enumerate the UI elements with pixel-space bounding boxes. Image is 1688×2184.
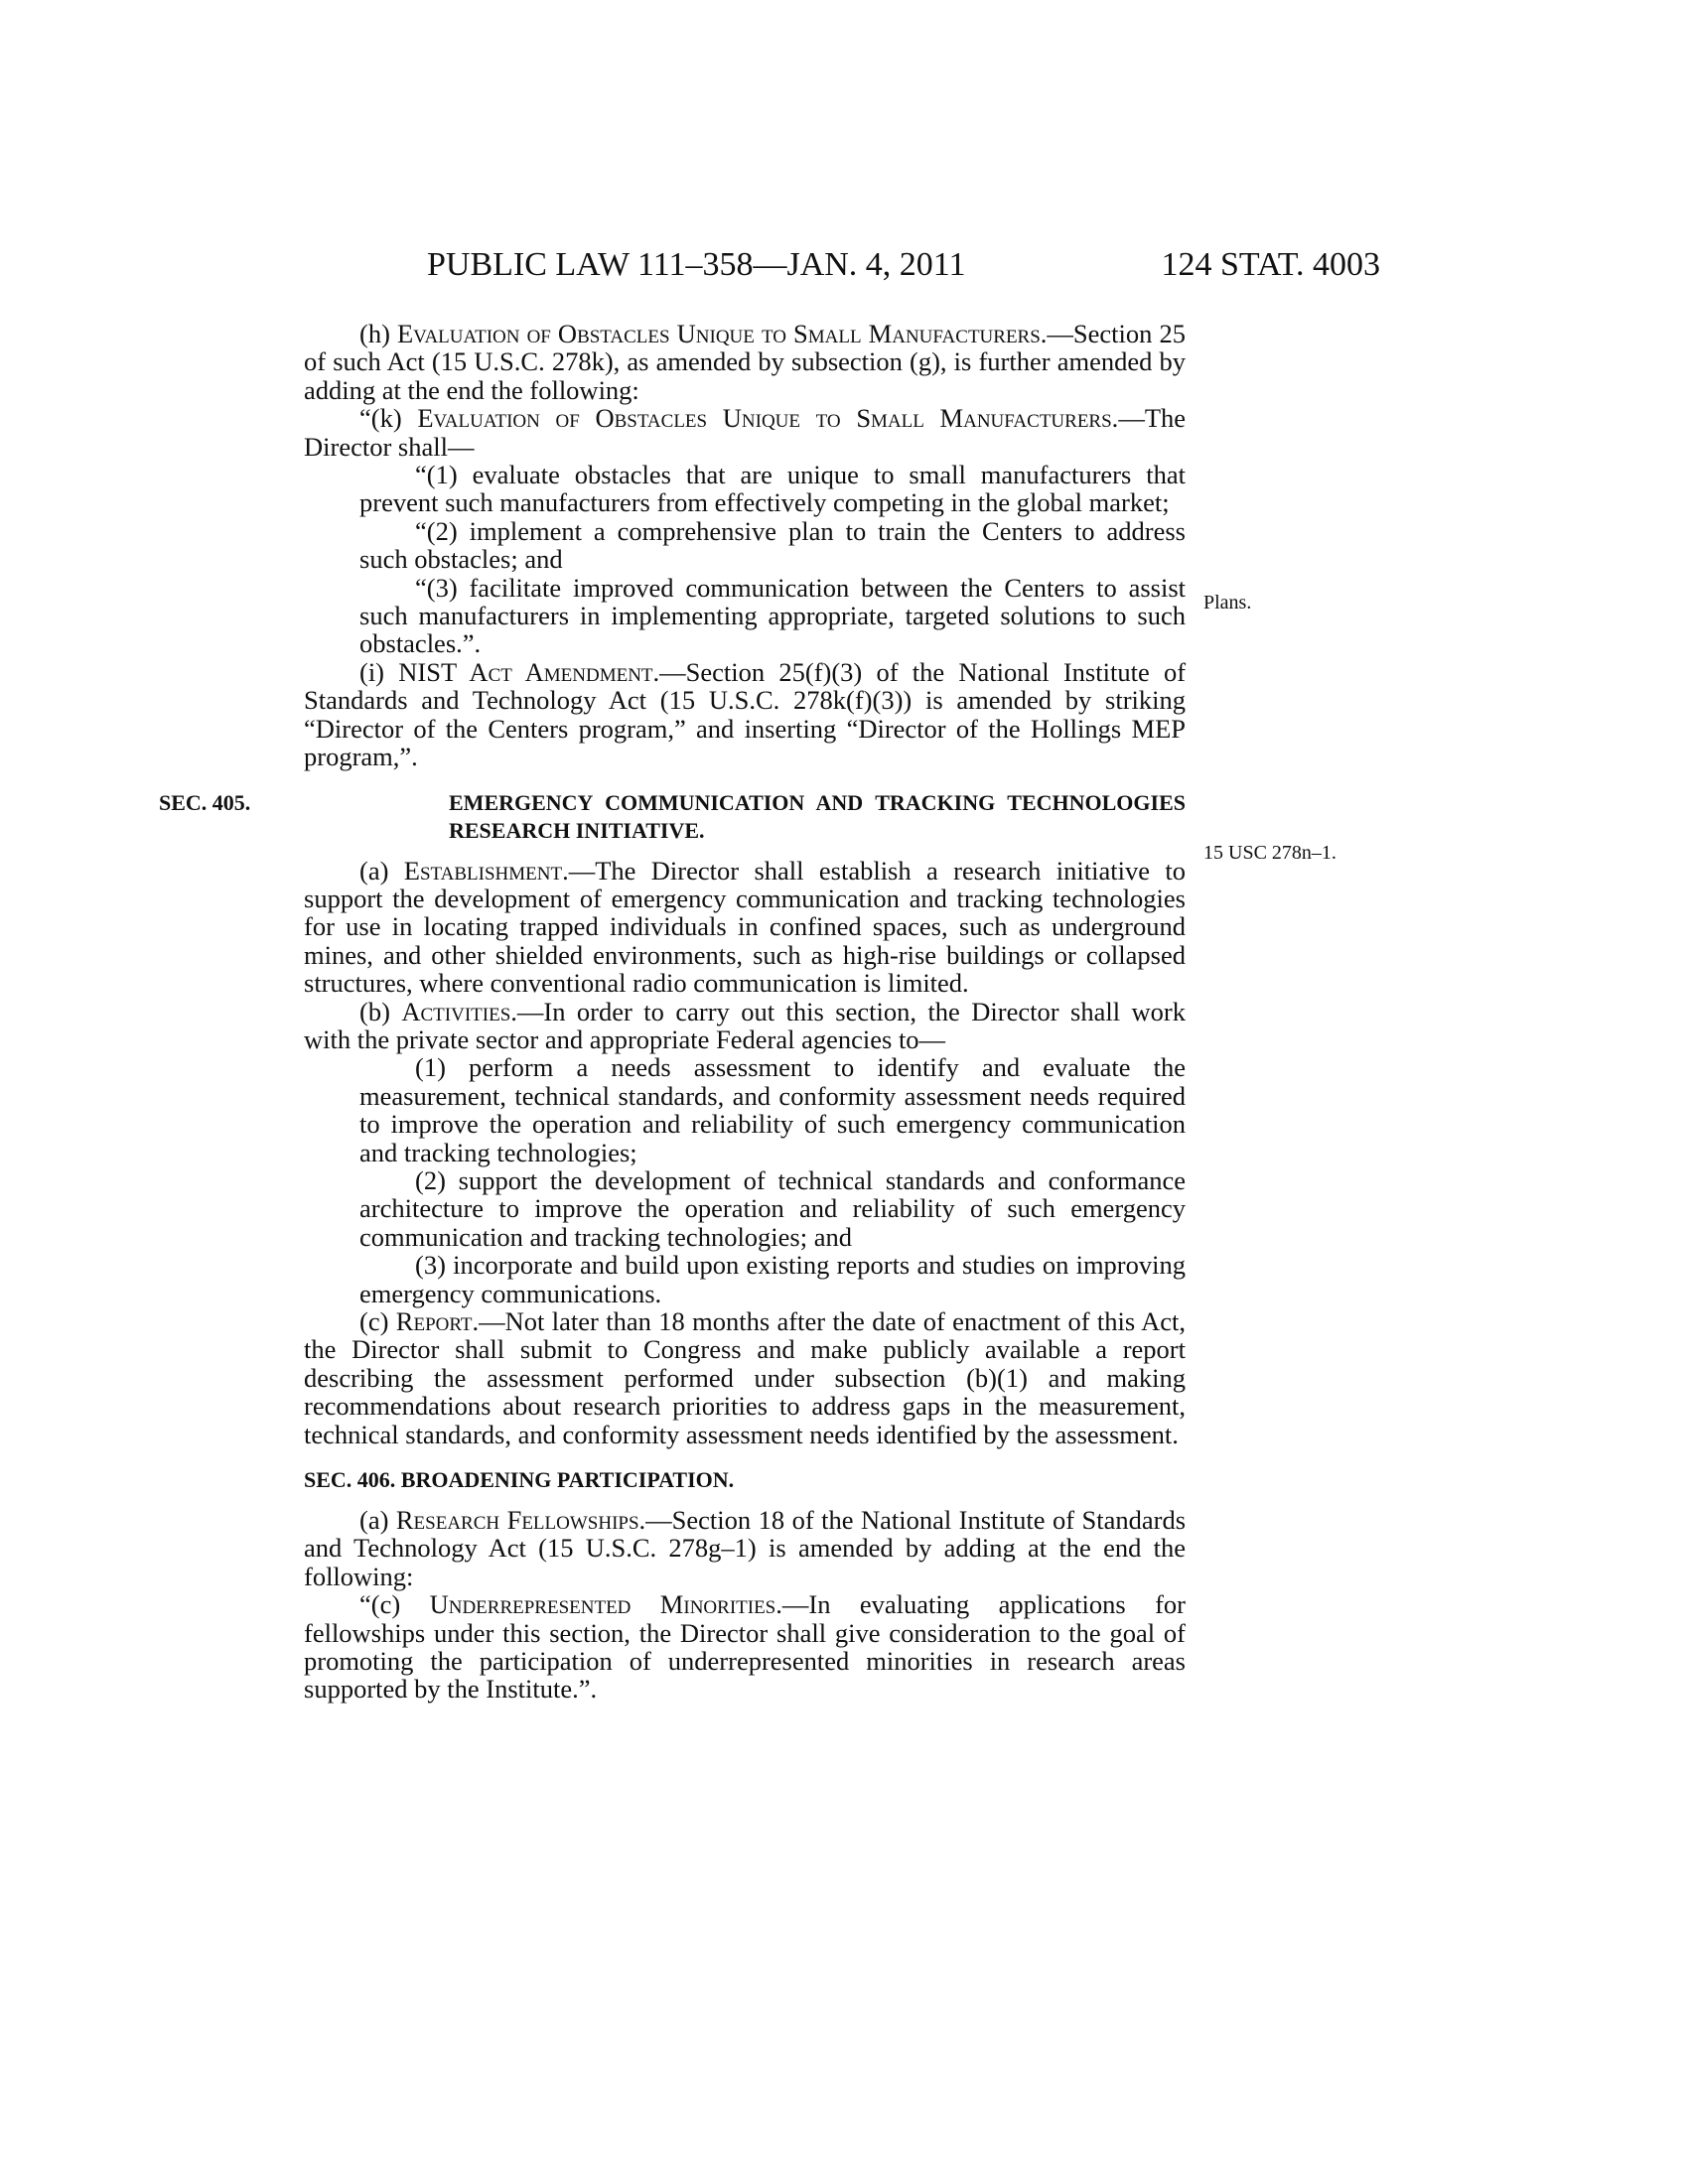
paragraph-heading: Establishment. [403, 855, 569, 886]
section-406-heading: SEC. 406. BROADENING PARTICIPATION. [304, 1467, 735, 1493]
paragraph-i: (i) NIST Act Amendment.—Section 25(f)(3) of the National Institute of Standards and Technology Act (15 U.S.C. 278k(f)(3)) is amended by striking “Director of the Centers program,” and inserting “Director of the Hollings MEP program,”. [304, 656, 1187, 772]
paragraph-heading: Evaluation of Obstacles Unique to Small Manufacturers. [417, 403, 1119, 434]
paragraph-k2: “(2) implement a comprehensive plan to train the Centers to address such obstacles; and [359, 515, 1186, 575]
paragraph-405-b1: (1) perform a needs assessment to identify and evaluate the measurement, technical standards, and conformity assessment needs required to improve the operation and reliability of such emergency communication and tracking technologies; [359, 1052, 1186, 1167]
paragraph-406-a: (a) Research Fellowships.—Section 18 of the National Institute of Standards and Technology Act (15 U.S.C. 278g–1) is amended by adding at the end the following: [304, 1505, 1187, 1591]
paragraph-405-b3: (3) incorporate and build upon existing reports and studies on improving emergency communications. [359, 1250, 1186, 1308]
public-law-citation: PUBLIC LAW 111–358—JAN. 4, 2011 [427, 246, 966, 283]
page-header [427, 246, 1380, 292]
paragraph-heading: NIST Act Amendment. [398, 656, 660, 687]
paragraph-405-a: (a) Establishment.—The Director shall establish a research initiative to support the development of emergency communication and tracking technologies for use in locating trapped individuals in confined spaces, such as underground mines, and other shielded environments, such as high-rise buildings or collapsed structures, where conventional radio communication is limited. [304, 855, 1186, 999]
margin-note-plans: Plans. [1203, 592, 1252, 614]
statute-page-number: 124 STAT. 4003 [1161, 246, 1380, 283]
paragraph-k1: “(1) evaluate obstacles that are unique to small manufacturers that prevent such manufacturers from effectively competing in the global market; [359, 460, 1186, 518]
paragraph-heading: Underrepresented Minorities. [429, 1589, 782, 1620]
document-body [159, 319, 1187, 1705]
paragraph-heading: Evaluation of Obstacles Unique to Small Manufacturers. [396, 319, 1048, 348]
paragraph-406-c: “(c) Underrepresented Minorities.—In evaluating applications for fellowships under this section, the Director shall give consideration to the goal of promoting the participation of underrepresented minorities in research areas supported by the Institute.”. [304, 1589, 1186, 1705]
paragraph-k: “(k) Evaluation of Obstacles Unique to Small Manufacturers.—The Director shall— [304, 403, 1187, 462]
paragraph-heading: Report. [395, 1306, 480, 1336]
paragraph-405-b: (b) Activities.—In order to carry out this section, the Director shall work with the private sector and appropriate Federal agencies to— [304, 996, 1186, 1054]
paragraph-heading: Activities. [401, 996, 517, 1026]
paragraph-h: (h) Evaluation of Obstacles Unique to Small Manufacturers.—Section 25 of such Act (15 U.S.C. 278k), as amended by subsection (g), is further amended by adding at the end the following: [304, 319, 1186, 405]
margin-note-usc: 15 USC 278n–1. [1203, 842, 1336, 864]
paragraph-405-c: (c) Report.—Not later than 18 months after the date of enactment of this Act, the Director shall submit to Congress and make publicly available a report describing the assessment performed under subsection (b)(1) and making recommendations about research priorities to address gaps in the measurement, technical standards, and conformity assessment needs identified by the assessment. [304, 1306, 1186, 1449]
paragraph-heading: Research Fellowships. [395, 1505, 646, 1536]
section-405-heading: SEC. 405. EMERGENCY COMMUNICATION AND TRACKING TECHNOLOGIES RESEARCH INITIATIVE. [159, 789, 1186, 843]
paragraph-405-b2: (2) support the development of technical standards and conformance architecture to improve the operation and reliability of such emergency communication and tracking technologies; and [359, 1164, 1186, 1252]
paragraph-k3: “(3) facilitate improved communication between the Centers to assist such manufacturers in implementing appropriate, targeted solutions to such obstacles.”. [359, 572, 1186, 659]
